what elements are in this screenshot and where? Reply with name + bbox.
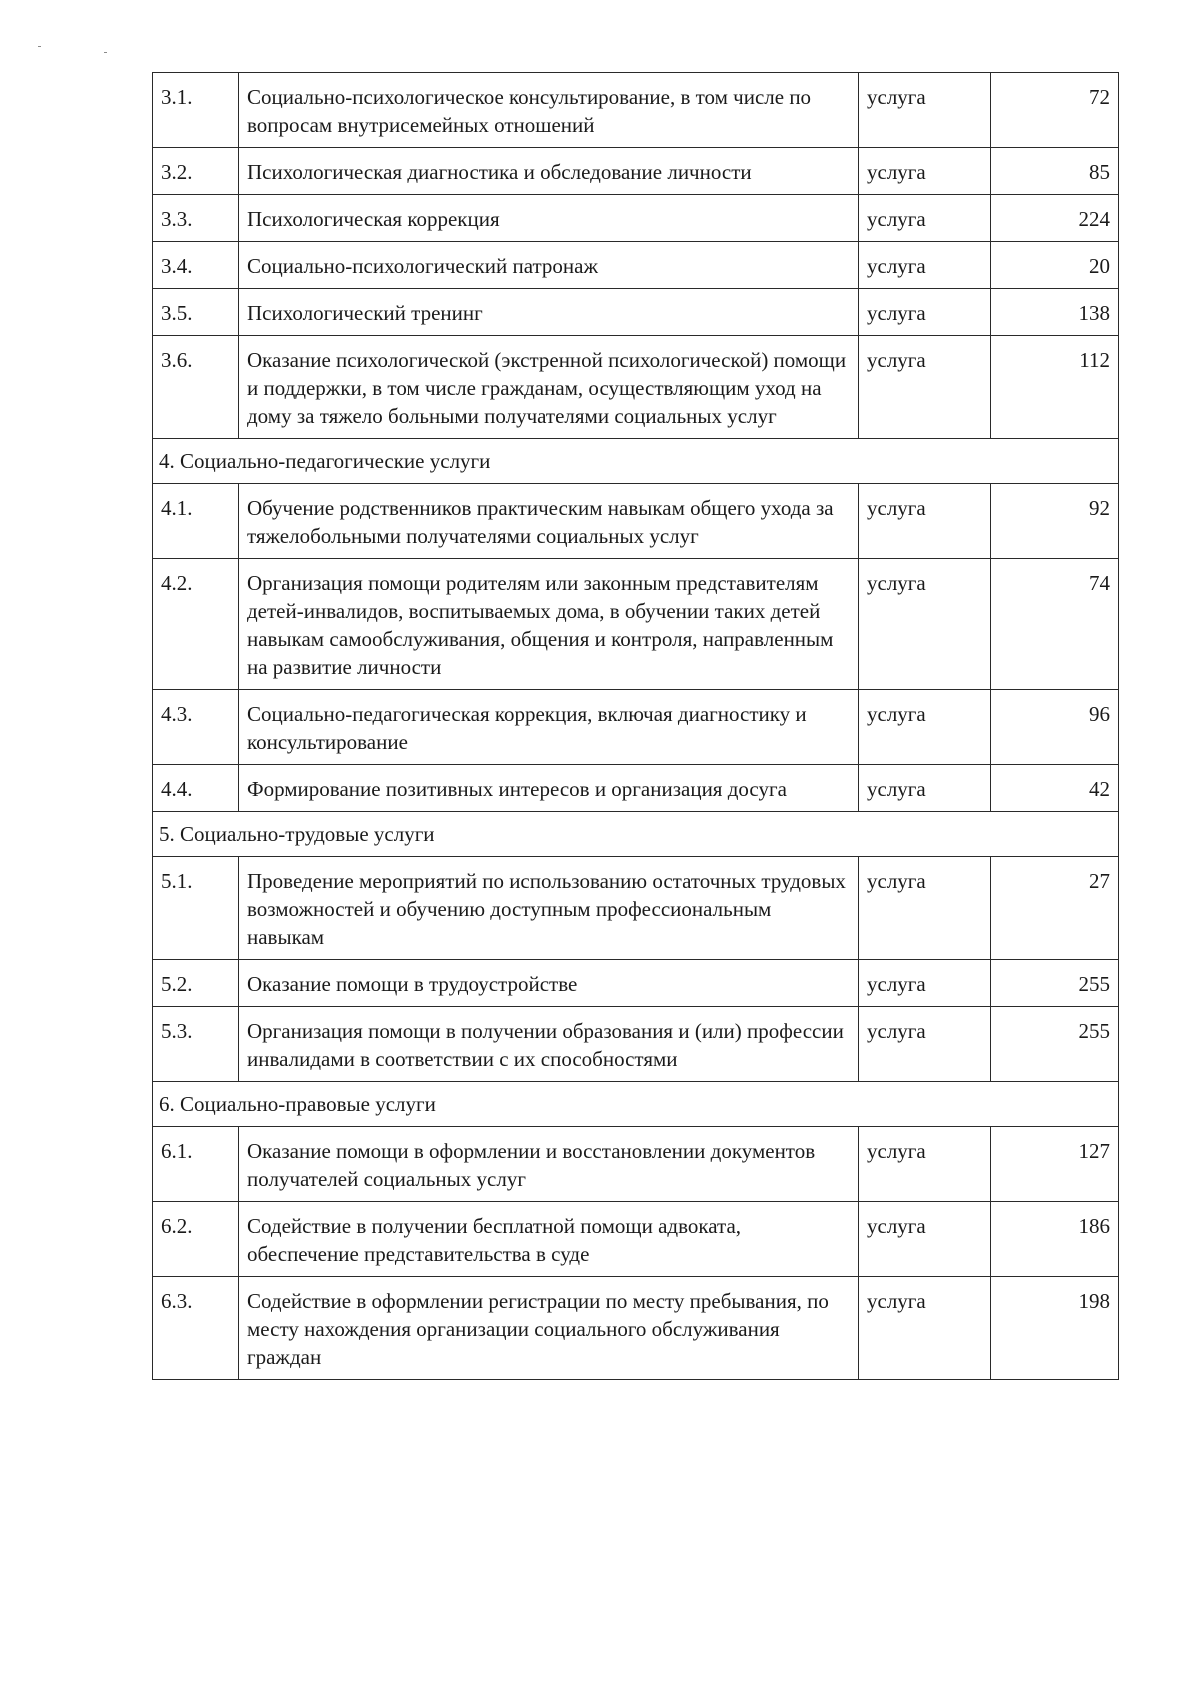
- service-name: Психологическая диагностика и обследование личности: [239, 148, 859, 195]
- scan-speck: [38, 46, 41, 47]
- service-count: 20: [991, 242, 1119, 289]
- service-count: 27: [991, 857, 1119, 960]
- service-name: Оказание психологической (экстренной психологической) помощи и поддержки, в том числе гражданам, осуществляющим уход на дому за тяжело больными получателями социальных услуг: [239, 336, 859, 439]
- table-row: [153, 195, 1119, 242]
- unit-of-measure: услуга: [859, 242, 991, 289]
- scan-speck: [104, 52, 107, 53]
- unit-of-measure: услуга: [859, 559, 991, 690]
- table-row: [153, 148, 1119, 195]
- row-number: 3.6.: [153, 336, 239, 439]
- unit-of-measure: услуга: [859, 960, 991, 1007]
- row-number: 4.3.: [153, 690, 239, 765]
- service-count: 42: [991, 765, 1119, 812]
- service-count: 186: [991, 1202, 1119, 1277]
- unit-of-measure: услуга: [859, 690, 991, 765]
- service-name: Содействие в получении бесплатной помощи адвоката, обеспечение представительства в суде: [239, 1202, 859, 1277]
- section-header-row: [153, 1082, 1119, 1127]
- table-row: [153, 484, 1119, 559]
- unit-of-measure: услуга: [859, 148, 991, 195]
- service-name: Содействие в оформлении регистрации по месту пребывания, по месту нахождения организации социального обслуживания граждан: [239, 1277, 859, 1380]
- unit-of-measure: услуга: [859, 73, 991, 148]
- table-row: [153, 1202, 1119, 1277]
- service-count: 85: [991, 148, 1119, 195]
- row-number: 3.1.: [153, 73, 239, 148]
- services-table: [152, 72, 1119, 1380]
- table-row: [153, 857, 1119, 960]
- service-name: Психологическая коррекция: [239, 195, 859, 242]
- unit-of-measure: услуга: [859, 1127, 991, 1202]
- services-table-body: [153, 73, 1119, 1380]
- service-name: Психологический тренинг: [239, 289, 859, 336]
- table-row: [153, 960, 1119, 1007]
- service-count: 224: [991, 195, 1119, 242]
- unit-of-measure: услуга: [859, 765, 991, 812]
- service-name: Оказание помощи в оформлении и восстановлении документов получателей социальных услуг: [239, 1127, 859, 1202]
- unit-of-measure: услуга: [859, 484, 991, 559]
- service-count: 138: [991, 289, 1119, 336]
- row-number: 3.5.: [153, 289, 239, 336]
- unit-of-measure: услуга: [859, 1277, 991, 1380]
- service-name: Обучение родственников практическим навыкам общего ухода за тяжелобольными получателями социальных услуг: [239, 484, 859, 559]
- service-name: Формирование позитивных интересов и организация досуга: [239, 765, 859, 812]
- row-number: 4.1.: [153, 484, 239, 559]
- table-row: [153, 73, 1119, 148]
- table-row: [153, 1277, 1119, 1380]
- section-title: 4. Социально-педагогические услуги: [153, 439, 1119, 484]
- service-name: Проведение мероприятий по использованию остаточных трудовых возможностей и обучению доступным профессиональным навыкам: [239, 857, 859, 960]
- unit-of-measure: услуга: [859, 857, 991, 960]
- service-name: Организация помощи родителям или законным представителям детей-инвалидов, воспитываемых дома, в обучении таких детей навыкам самообслуживания, общения и контроля, направленным на развитие личности: [239, 559, 859, 690]
- service-count: 198: [991, 1277, 1119, 1380]
- row-number: 3.4.: [153, 242, 239, 289]
- unit-of-measure: услуга: [859, 1202, 991, 1277]
- section-header-row: [153, 812, 1119, 857]
- row-number: 5.2.: [153, 960, 239, 1007]
- row-number: 5.1.: [153, 857, 239, 960]
- document-page: [152, 72, 1118, 1380]
- service-name: Социально-педагогическая коррекция, включая диагностику и консультирование: [239, 690, 859, 765]
- service-count: 255: [991, 1007, 1119, 1082]
- table-row: [153, 242, 1119, 289]
- section-title: 5. Социально-трудовые услуги: [153, 812, 1119, 857]
- unit-of-measure: услуга: [859, 195, 991, 242]
- section-header-row: [153, 439, 1119, 484]
- section-title: 6. Социально-правовые услуги: [153, 1082, 1119, 1127]
- service-count: 72: [991, 73, 1119, 148]
- table-row: [153, 336, 1119, 439]
- row-number: 4.2.: [153, 559, 239, 690]
- table-row: [153, 765, 1119, 812]
- table-row: [153, 289, 1119, 336]
- table-row: [153, 1007, 1119, 1082]
- service-count: 255: [991, 960, 1119, 1007]
- service-name: Организация помощи в получении образования и (или) профессии инвалидами в соответствии с их способностями: [239, 1007, 859, 1082]
- unit-of-measure: услуга: [859, 1007, 991, 1082]
- row-number: 6.3.: [153, 1277, 239, 1380]
- row-number: 4.4.: [153, 765, 239, 812]
- table-row: [153, 690, 1119, 765]
- service-count: 112: [991, 336, 1119, 439]
- unit-of-measure: услуга: [859, 289, 991, 336]
- row-number: 3.2.: [153, 148, 239, 195]
- table-row: [153, 1127, 1119, 1202]
- row-number: 6.1.: [153, 1127, 239, 1202]
- service-name: Социально-психологический патронаж: [239, 242, 859, 289]
- row-number: 5.3.: [153, 1007, 239, 1082]
- service-count: 92: [991, 484, 1119, 559]
- service-name: Социально-психологическое консультирование, в том числе по вопросам внутрисемейных отношений: [239, 73, 859, 148]
- row-number: 3.3.: [153, 195, 239, 242]
- unit-of-measure: услуга: [859, 336, 991, 439]
- service-count: 74: [991, 559, 1119, 690]
- row-number: 6.2.: [153, 1202, 239, 1277]
- service-name: Оказание помощи в трудоустройстве: [239, 960, 859, 1007]
- service-count: 127: [991, 1127, 1119, 1202]
- table-row: [153, 559, 1119, 690]
- service-count: 96: [991, 690, 1119, 765]
